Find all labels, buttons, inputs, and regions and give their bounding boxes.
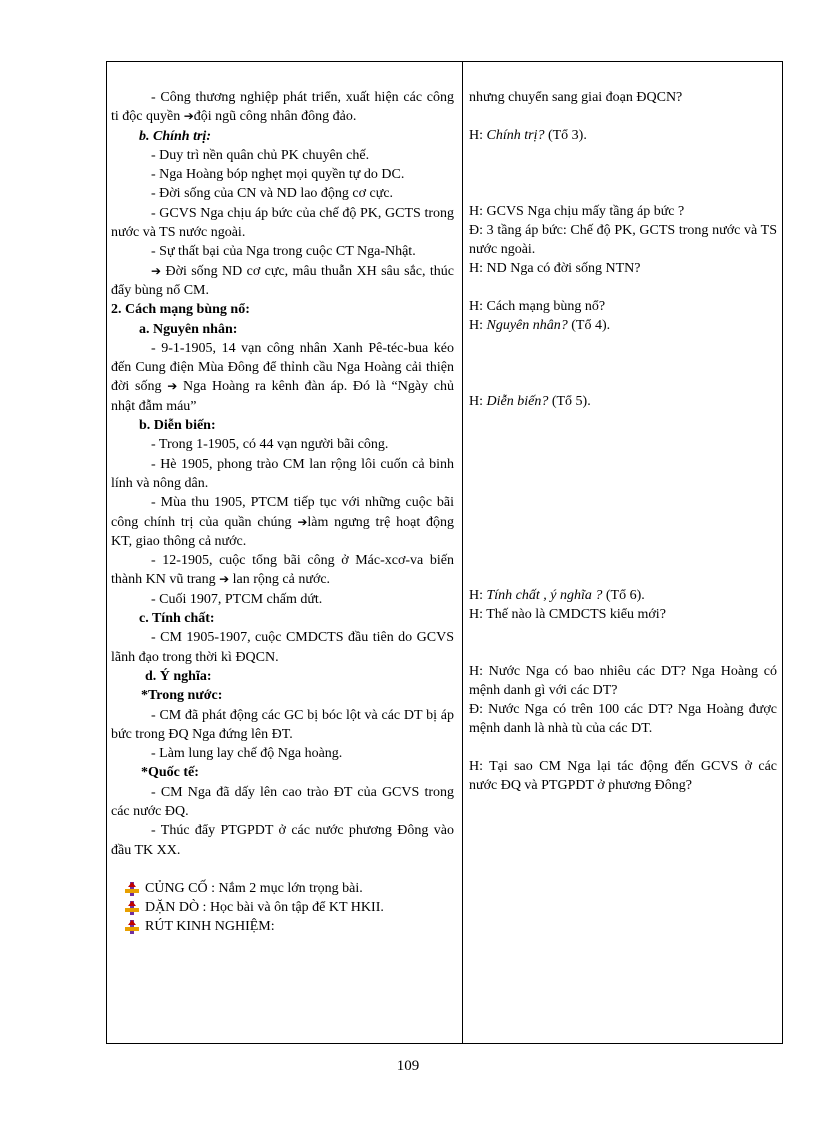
column-divider <box>462 62 463 1043</box>
question-line: H: Tính chất , ý nghĩa ? (Tổ 6). <box>469 588 645 603</box>
question-line: H: Nước Nga có bao nhiêu các DT? Nga Hoàng có mệnh danh gì với các DT? <box>469 664 777 698</box>
heading-international: *Quốc tế: <box>141 765 199 781</box>
question-line: H: Chính trị? (Tổ 3). <box>469 128 587 143</box>
answer-line: Đ: 3 tầng áp bức: Chế độ PK, GCTS trong nước và TS nước ngoài. <box>469 223 777 257</box>
text-line: - Sự thất bại của Nga trong cuộc CT Nga-Nhật. <box>151 244 416 260</box>
heading-politics: b. Chính trị: <box>139 128 211 144</box>
arrow-bullet-icon <box>125 882 139 896</box>
experience-item: RÚT KINH NGHIỆM: <box>111 917 454 936</box>
text-line: - Làm lung lay chế độ Nga hoàng. <box>151 746 343 762</box>
arrow-right-icon: ➔ <box>297 514 308 529</box>
text-line: - 12-1905, cuộc tổng bãi công ở Mác-xcơ-va biến thành KN vũ trang ➔ lan rộng cả nước. <box>111 553 454 588</box>
homework-item: DẶN DÒ : Học bài và ôn tập để KT HKII. <box>111 898 454 917</box>
text-line: - GCVS Nga chịu áp bức của chế độ PK, GCTS trong nước và TS nước ngoài. <box>111 205 454 241</box>
arrow-right-icon: ➔ <box>167 379 178 394</box>
text-line: - Thúc đẩy PTGPDT ở các nước phương Đông vào đầu TK XX. <box>111 823 454 858</box>
question-line: nhưng chuyển sang giai đoạn ĐQCN? <box>469 90 683 105</box>
text-line: - Đời sống của CN và ND lao động cơ cực. <box>151 186 394 202</box>
text-line: - CM đã phát động các GC bị bóc lột và các DT bị áp bức trong ĐQ Nga đứng lên ĐT. <box>111 707 454 742</box>
heading-significance: d. Ý nghĩa: <box>145 668 212 684</box>
text-line: - Hè 1905, phong trào CM lan rộng lôi cuốn cả binh lính và nông dân. <box>111 456 454 491</box>
question-line: H: Tại sao CM Nga lại tác động đến GCVS ở các nước ĐQ và PTGPDT ở phương Đông? <box>469 759 777 793</box>
text-line: - CM Nga đã dấy lên cao trào ĐT của GCVS trong các nước ĐQ. <box>111 784 454 819</box>
arrow-bullet-icon <box>125 901 139 915</box>
text-line: - Công thương nghiệp phát triển, xuất hiện các công ti độc quyền ➔đội ngũ công nhân đông đảo. <box>111 90 454 125</box>
question-line: H: Nguyên nhân? (Tổ 4). <box>469 318 611 333</box>
text-line: - CM 1905-1907, cuộc CMDCTS đầu tiên do GCVS lãnh đạo trong thời kì ĐQCN. <box>111 630 454 665</box>
arrow-right-icon: ➔ <box>219 572 230 587</box>
content-column <box>111 88 454 937</box>
question-line: H: ND Nga có đời sống NTN? <box>469 261 641 276</box>
heading-events: b. Diễn biến: <box>139 418 216 434</box>
text-line: - 9-1-1905, 14 vạn công nhân Xanh Pê-téc-bua kéo đến Cung điện Mùa Đông để thỉnh cầu Nga Hoàng cải thiện đời sống ➔ Nga Hoàng ra kênh đàn áp. Đó là “Ngày chủ nhật đẫm máu” <box>111 340 455 414</box>
consolidation-item: CỦNG CỐ : Nắm 2 mục lớn trọng bài. <box>111 879 454 898</box>
question-line: H: GCVS Nga chịu mấy tầng áp bức ? <box>469 204 685 219</box>
heading-nature: c. Tính chất: <box>139 611 215 627</box>
arrow-right-icon: ➔ <box>183 109 194 124</box>
heading-domestic: *Trong nước: <box>141 688 223 704</box>
page-number: 109 <box>396 1058 420 1074</box>
text-line: - Duy trì nền quân chủ PK chuyên chế. <box>151 147 370 163</box>
arrow-bullet-icon <box>125 920 139 934</box>
question-line: H: Thế nào là CMDCTS kiểu mới? <box>469 607 666 622</box>
heading-causes: a. Nguyên nhân: <box>139 321 238 337</box>
question-line: H: Cách mạng bùng nổ? <box>469 299 606 314</box>
text-line: - Nga Hoàng bóp nghẹt mọi quyền tự do DC. <box>151 167 405 183</box>
lesson-table <box>106 61 783 1044</box>
answer-line: Đ: Nước Nga có trên 100 các DT? Nga Hoàng được mệnh danh là nhà tù của các DT. <box>469 702 777 736</box>
questions-column <box>469 88 777 795</box>
text-line: - Mùa thu 1905, PTCM tiếp tục với những cuộc bãi công chính trị của quần chúng ➔làm ngưng trệ hoạt động KT, giao thông cả nước. <box>111 495 455 549</box>
heading-revolution: 2. Cách mạng bùng nổ: <box>111 302 250 318</box>
text-line: ➔ Đời sống ND cơ cực, mâu thuẫn XH sâu sắc, thúc đẩy bùng nổ CM. <box>111 263 455 298</box>
question-line: H: Diễn biến? (Tổ 5). <box>469 394 591 409</box>
text-line: - Cuối 1907, PTCM chấm dứt. <box>151 591 323 607</box>
text-line: - Trong 1-1905, có 44 vạn người bãi công. <box>151 437 389 453</box>
arrow-right-icon: ➔ <box>151 263 162 278</box>
